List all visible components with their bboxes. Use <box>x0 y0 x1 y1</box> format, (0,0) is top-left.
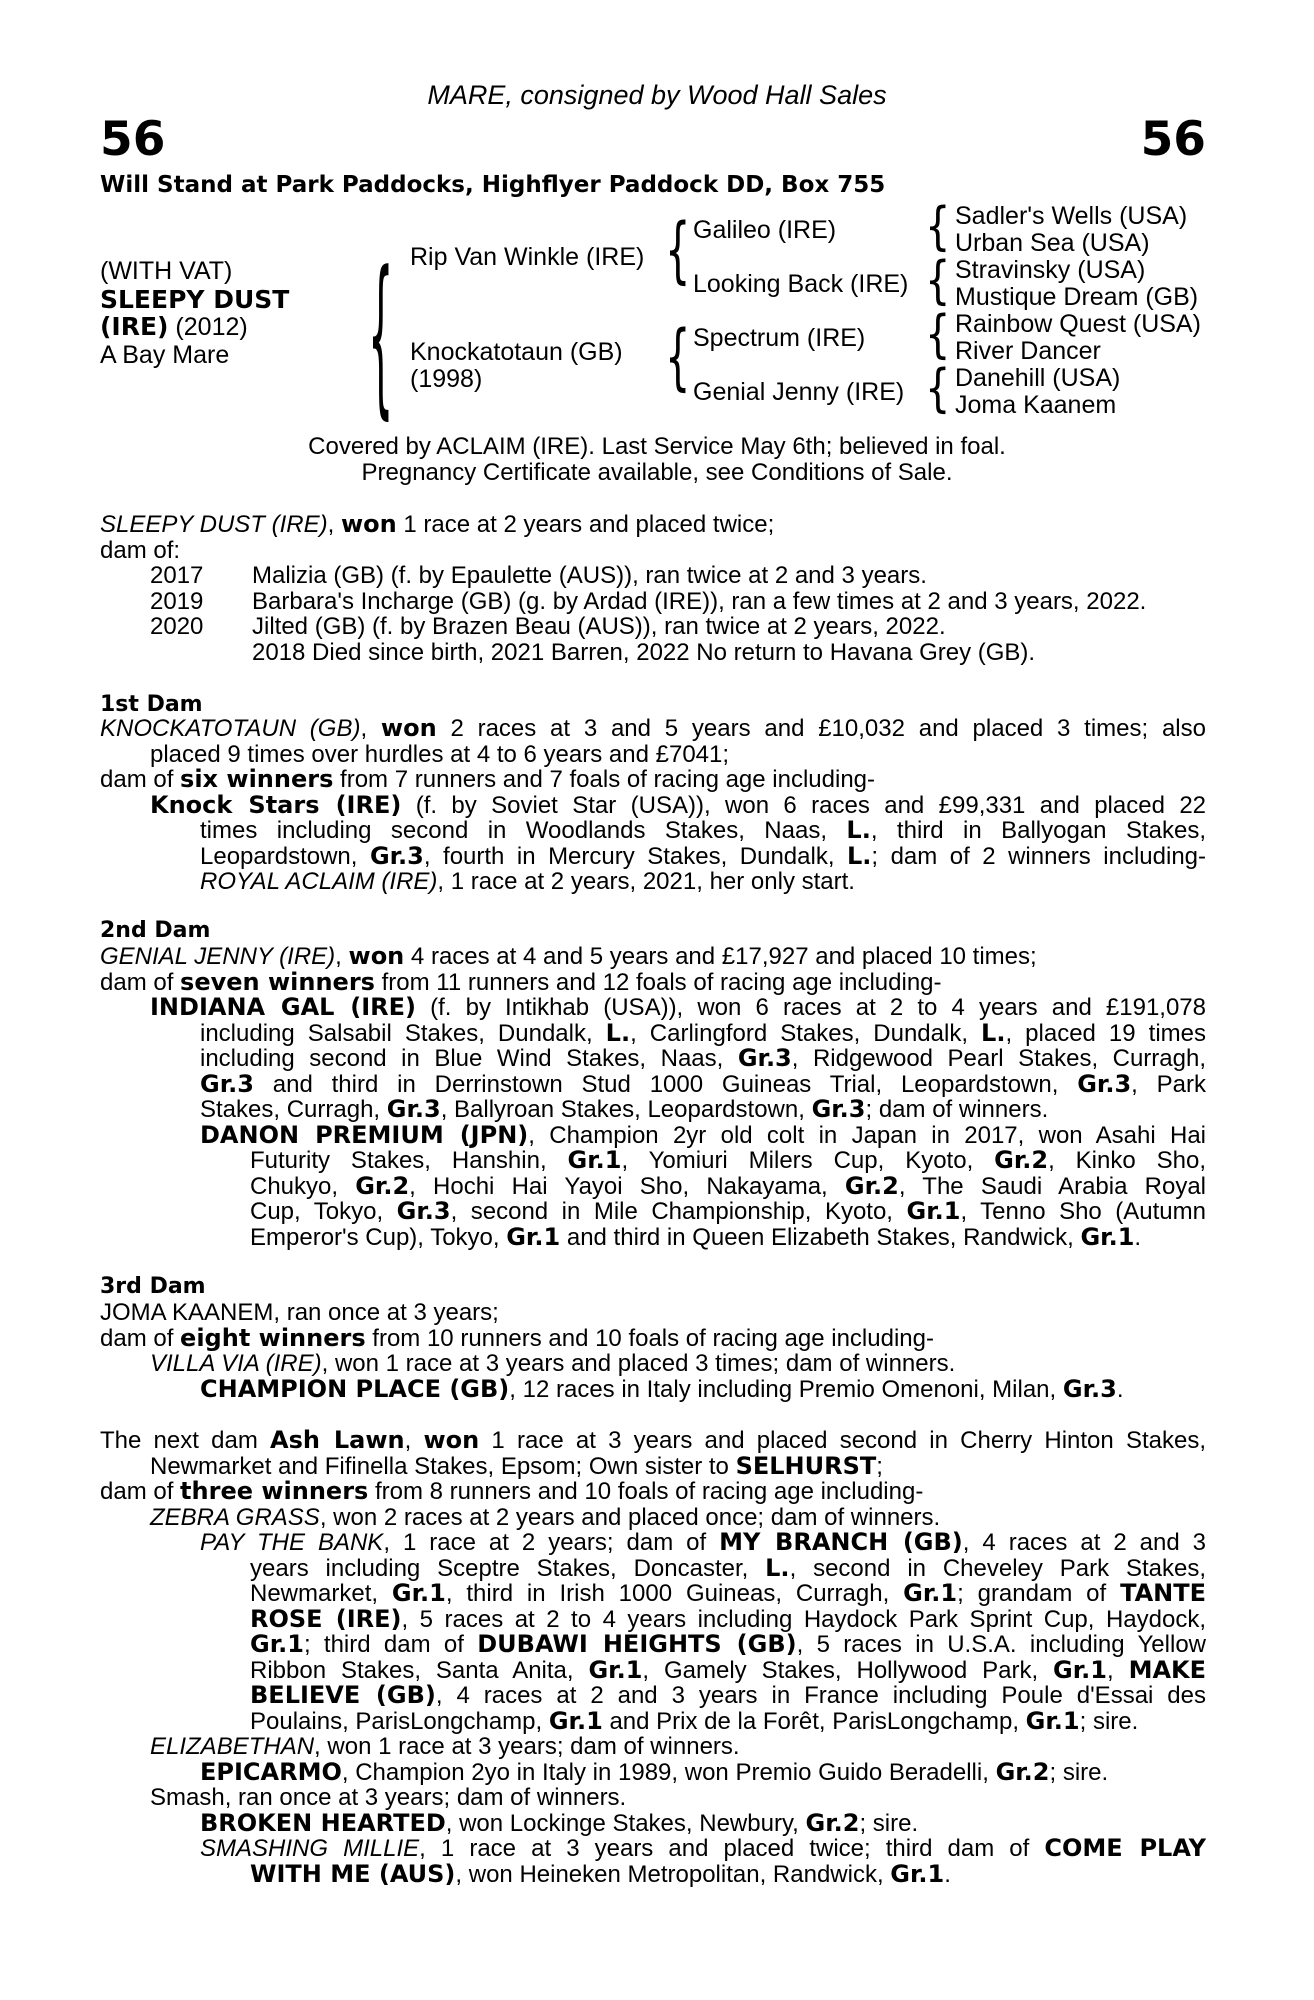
second-dam-line: DANON PREMIUM (JPN), Champion 2yr old colt in Japan in 2017, won Asahi Hai <box>200 1122 1206 1148</box>
pedigree-dds: Danehill (USA) <box>955 364 1121 392</box>
produce-note: 2018 Died since birth, 2021 Barren, 2022 No return to Havana Grey (GB). <box>252 638 1036 666</box>
pedigree-dsd: River Dancer <box>955 337 1101 365</box>
second-dam-line: dam of seven winners from 11 runners and 12 foals of racing age including- <box>100 967 942 996</box>
first-dam-line: times including second in Woodlands Stakes, Naas, L., third in Ballyogan Stakes, <box>200 818 1206 844</box>
vat-status: (WITH VAT) <box>100 257 233 285</box>
second-dam-line: Chukyo, Gr.2, Hochi Hai Yayoi Sho, Nakayama, Gr.2, The Saudi Arabia Royal <box>250 1173 1206 1199</box>
pedigree-sire: Rip Van Winkle (IRE) <box>410 243 645 271</box>
covering-details <box>0 434 1314 485</box>
next-dam-line: Newmarket, Gr.1, third in Irish 1000 Guineas, Curragh, Gr.1; grandam of TANTE <box>250 1581 1206 1607</box>
second-dam-line: Stakes, Curragh, Gr.3, Ballyroan Stakes, Leopardstown, Gr.3; dam of winners. <box>200 1095 1049 1123</box>
produce-item: Barbara's Incharge (GB) (g. by Ardad (IRE)), ran a few times at 2 and 3 years, 2022. <box>252 587 1147 615</box>
produce-year: 2020 <box>150 613 204 640</box>
pedigree-brace-dam: { <box>665 316 691 400</box>
pedigree-sire-dam: Looking Back (IRE) <box>693 270 909 298</box>
third-dam-line: VILLA VIA (IRE), won 1 race at 3 years and placed 3 times; dam of winners. <box>150 1350 956 1377</box>
second-dam-line: INDIANA GAL (IRE) (f. by Intikhab (USA)), won 6 races at 2 to 4 years and £191,078 <box>150 995 1206 1021</box>
produce-year: 2017 <box>150 562 204 589</box>
next-dam-line: ELIZABETHAN, won 1 race at 3 years; dam of winners. <box>150 1733 740 1760</box>
pedigree-brace-dd: { <box>925 359 951 419</box>
first-dam-line: Leopardstown, Gr.3, fourth in Mercury Stakes, Dundalk, L.; dam of 2 winners including- <box>200 843 1206 869</box>
next-dam-line: Gr.1; third dam of DUBAWI HEIGHTS (GB), 5 races in U.S.A. including Yellow <box>250 1632 1206 1658</box>
next-dam-line: Ribbon Stakes, Santa Anita, Gr.1, Gamely Stakes, Hollywood Park, Gr.1, MAKE <box>250 1657 1206 1683</box>
produce-item: Jilted (GB) (f. by Brazen Beau (AUS)), ran twice at 2 years, 2022. <box>252 613 946 640</box>
second-dam-line: including second in Blue Wind Stakes, Naas, Gr.3, Ridgewood Pearl Stakes, Curragh, <box>200 1046 1206 1072</box>
next-dam-line: The next dam Ash Lawn, won 1 race at 3 years and placed second in Cherry Hinton Stakes, <box>100 1428 1206 1454</box>
next-dam-line: BROKEN HEARTED, won Lockinge Stakes, Newbury, Gr.2; sire. <box>200 1808 919 1837</box>
third-dam-heading: 3rd Dam <box>100 1274 206 1299</box>
covered-line: Covered by ACLAIM (IRE). Last Service May 6th; believed in foal. <box>308 433 1006 460</box>
pedigree-sds: Stravinsky (USA) <box>955 256 1146 284</box>
next-dam-line: dam of three winners from 8 runners and 10 foals of racing age including- <box>100 1477 924 1505</box>
produce-item: Malizia (GB) (f. by Epaulette (AUS)), ran twice at 2 and 3 years. <box>252 562 927 589</box>
pedigree-brace-sire: { <box>665 209 691 293</box>
pedigree-sdd: Mustique Dream (GB) <box>955 283 1199 311</box>
pedigree-dam-sire: Spectrum (IRE) <box>693 324 866 352</box>
standing-location: Will Stand at Park Paddocks, Highflyer Paddock DD, Box 755 <box>100 172 886 198</box>
first-dam-line: placed 9 times over hurdles at 4 to 6 years and £7041; <box>150 740 730 768</box>
pedigree-dss: Rainbow Quest (USA) <box>955 310 1201 338</box>
pedigree-ddd: Joma Kaanem <box>955 391 1117 419</box>
next-dam-line: ROSE (IRE), 5 races at 2 to 4 years including Haydock Park Sprint Cup, Haydock, <box>250 1606 1206 1632</box>
second-dam-line: Cup, Tokyo, Gr.3, second in Mile Championship, Kyoto, Gr.1, Tenno Sho (Autumn <box>250 1199 1206 1225</box>
horse-name-suffix-year <box>100 313 289 342</box>
first-dam-heading: 1st Dam <box>100 692 203 717</box>
second-dam-line: including Salsabil Stakes, Dundalk, L., Carlingford Stakes, Dundalk, L., placed 19 times <box>200 1020 1206 1046</box>
lot-number-left: 56 <box>100 112 166 167</box>
next-dam-line: ZEBRA GRASS, won 2 races at 2 years and placed once; dam of winners. <box>150 1503 941 1531</box>
third-dam-line: CHAMPION PLACE (GB), 12 races in Italy including Premio Omenoni, Milan, Gr.3. <box>200 1374 1124 1403</box>
next-dam-line: years including Sceptre Stakes, Doncaster, L., second in Cheveley Park Stakes, <box>250 1555 1206 1581</box>
third-dam-line: JOMA KAANEM, ran once at 3 years; <box>100 1299 499 1326</box>
horse-year: (2012) <box>168 313 248 341</box>
pedigree-brace-sd: { <box>925 251 951 311</box>
horse-country: (IRE) <box>100 312 169 341</box>
produce-year: 2019 <box>150 587 204 615</box>
second-dam-line: Futurity Stakes, Hanshin, Gr.1, Yomiuri Milers Cup, Kyoto, Gr.2, Kinko Sho, <box>250 1148 1206 1174</box>
third-dam-line: dam of eight winners from 10 runners and 10 foals of racing age including- <box>100 1323 934 1352</box>
pedigree-sss: Sadler's Wells (USA) <box>955 202 1188 230</box>
first-dam-line: dam of six winners from 7 runners and 7 foals of racing age including- <box>100 765 876 793</box>
next-dam-line: SMASHING MILLIE, 1 race at 3 years and placed twice; third dam of COME PLAY <box>200 1836 1206 1862</box>
horse-name: SLEEPY DUST <box>100 284 290 314</box>
first-dam-line: KNOCKATOTAUN (GB), won 2 races at 3 and 5 years and £10,032 and placed 3 times; also <box>100 716 1206 742</box>
next-dam-line: Newmarket and Fifinella Stakes, Epsom; Own sister to SELHURST; <box>150 1451 883 1480</box>
pregnancy-line: Pregnancy Certificate available, see Conditions of Sale. <box>361 458 953 486</box>
pedigree-ssd: Urban Sea (USA) <box>955 229 1150 257</box>
second-dam-line: Emperor's Cup), Tokyo, Gr.1 and third in Queen Elizabeth Stakes, Randwick, Gr.1. <box>250 1222 1142 1251</box>
next-dam-line: WITH ME (AUS), won Heineken Metropolitan, Randwick, Gr.1. <box>250 1859 951 1888</box>
pedigree-dam-year: (1998) <box>410 365 483 393</box>
pedigree-sire-sire: Galileo (IRE) <box>693 216 837 244</box>
next-dam-line: EPICARMO, Champion 2yo in Italy in 1989, won Premio Guido Beradelli, Gr.2; sire. <box>200 1757 1109 1786</box>
next-dam-line: Smash, ran once at 3 years; dam of winners. <box>150 1784 627 1811</box>
next-dam-line: PAY THE BANK, 1 race at 2 years; dam of MY BRANCH (GB), 4 races at 2 and 3 <box>200 1530 1206 1556</box>
produce-damof: dam of: <box>100 536 181 564</box>
next-dam-line: Poulains, ParisLongchamp, Gr.1 and Prix de la Forêt, ParisLongchamp, Gr.1; sire. <box>250 1706 1139 1735</box>
horse-description: A Bay Mare <box>100 340 230 369</box>
pedigree-dam: Knockatotaun (GB) <box>410 338 623 366</box>
pedigree-brace-ds: { <box>925 305 951 365</box>
lot-number-right: 56 <box>1140 112 1206 167</box>
second-dam-line: Gr.3 and third in Derrinstown Stud 1000 Guineas Trial, Leopardstown, Gr.3, Park <box>200 1071 1206 1097</box>
first-dam-line: Knock Stars (IRE) (f. by Soviet Star (USA)), won 6 races and £99,331 and placed 22 <box>150 792 1206 818</box>
pedigree-brace-ss: { <box>925 197 951 257</box>
next-dam-line: BELIEVE (GB), 4 races at 2 and 3 years in France including Poule d'Essai des <box>250 1683 1206 1709</box>
first-dam-line: ROYAL ACLAIM (IRE), 1 race at 2 years, 2021, her only start. <box>200 868 855 895</box>
horse-identity <box>100 258 289 369</box>
pedigree-brace-main: { <box>368 239 394 437</box>
second-dam-heading: 2nd Dam <box>100 918 211 943</box>
pedigree-dam-dam: Genial Jenny (IRE) <box>693 378 905 406</box>
produce-intro: SLEEPY DUST (IRE), won 1 race at 2 years and placed twice; <box>100 510 775 538</box>
consignor-line: MARE, consigned by Wood Hall Sales <box>427 80 887 110</box>
second-dam-line: GENIAL JENNY (IRE), won 4 races at 4 and 5 years and £17,927 and placed 10 times; <box>100 942 1037 970</box>
